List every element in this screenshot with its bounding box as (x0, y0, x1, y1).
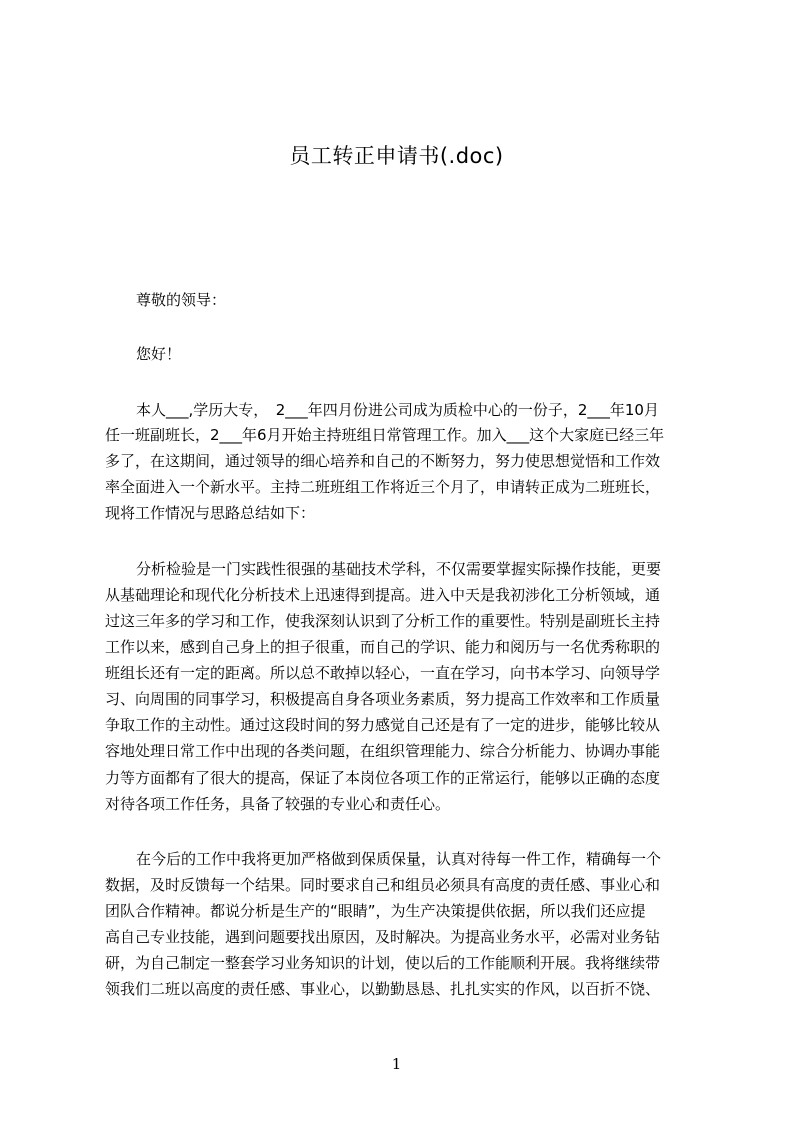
paragraph-3-line-3: 团队合作精神。都说分析是生产的“眼睛”，为生产决策提供依据，所以我们还应提 (105, 902, 646, 920)
salutation: 尊敬的领导： (136, 291, 227, 309)
paragraph-2-line-3: 过这三年多的学习和工作，使我深刻认识到了分析工作的重要性。特别是副班长主持 (105, 612, 661, 630)
paragraph-1-line-2: 任一班副班长，2___年6月开始主持班组日常管理工作。加入___这个大家庭已经三年 (105, 426, 665, 444)
paragraph-3-line-1: 在今后的工作中我将更加严格做到保质保量，认真对待每一件工作，精确每一个 (136, 850, 662, 868)
paragraph-2-line-5: 班组长还有一定的距离。所以总不敢掉以轻心，一直在学习，向书本学习、向领导学 (105, 664, 661, 682)
paragraph-2-line-6: 习、向周围的同事学习，积极提高自身各项业务素质，努力提高工作效率和工作质量 (105, 690, 661, 708)
paragraph-2-line-10: 对待各项工作任务，具备了较强的专业心和责任心。 (105, 795, 451, 813)
greeting: 您好！ (136, 345, 182, 363)
paragraph-2-line-7: 争取工作的主动性。通过这段时间的努力感觉自己还是有了一定的进步，能够比较从 (105, 716, 661, 734)
paragraph-2-line-9: 力等方面都有了很大的提高，保证了本岗位各项工作的正常运行，能够以正确的态度 (105, 769, 661, 787)
paragraph-2-line-8: 容地处理日常工作中出现的各类问题，在组织管理能力、综合分析能力、协调办事能 (105, 742, 661, 760)
paragraph-2-line-1: 分析检验是一门实践性很强的基础技术学科，不仅需要掌握实际操作技能，更要 (136, 560, 662, 578)
paragraph-3-line-4: 高自己专业技能，遇到问题要找出原因，及时解决。为提高业务水平，必需对业务钻 (105, 928, 661, 946)
paragraph-1-line-3: 多了，在这期间，通过领导的细心培养和自己的不断努力，努力使思想觉悟和工作效 (105, 452, 661, 470)
paragraph-2-line-4: 工作以来，感到自己身上的担子很重，而自己的学识、能力和阅历与一名优秀称职的 (105, 638, 661, 656)
paragraph-1-line-1: 本人___,学历大专， 2___年四月份进公司成为质检中心的一份子，2___年10月 (136, 401, 659, 419)
paragraph-1-line-5: 现将工作情况与思路总结如下： (105, 504, 316, 522)
page-number: 1 (391, 1055, 402, 1073)
paragraph-3-line-5: 研，为自己制定一整套学习业务知识的计划，使以后的工作能顺利开展。我将继续带 (105, 954, 661, 972)
paragraph-2-line-2: 从基础理论和现代化分析技术上迅速得到提高。进入中天是我初涉化工分析领域，通 (105, 586, 661, 604)
document-title: 员工转正申请书(.doc) (289, 144, 504, 168)
paragraph-1-line-4: 率全面进入一个新水平。主持二班班组工作将近三个月了，申请转正成为二班班长， (105, 478, 661, 496)
paragraph-3-line-2: 数据，及时反馈每一个结果。同时要求自己和组员必须具有高度的责任感、事业心和 (105, 876, 661, 894)
paragraph-3-line-6: 领我们二班以高度的责任感、事业心，以勤勤恳恳、扎扎实实的作风，以百折不饶、 (105, 980, 661, 998)
